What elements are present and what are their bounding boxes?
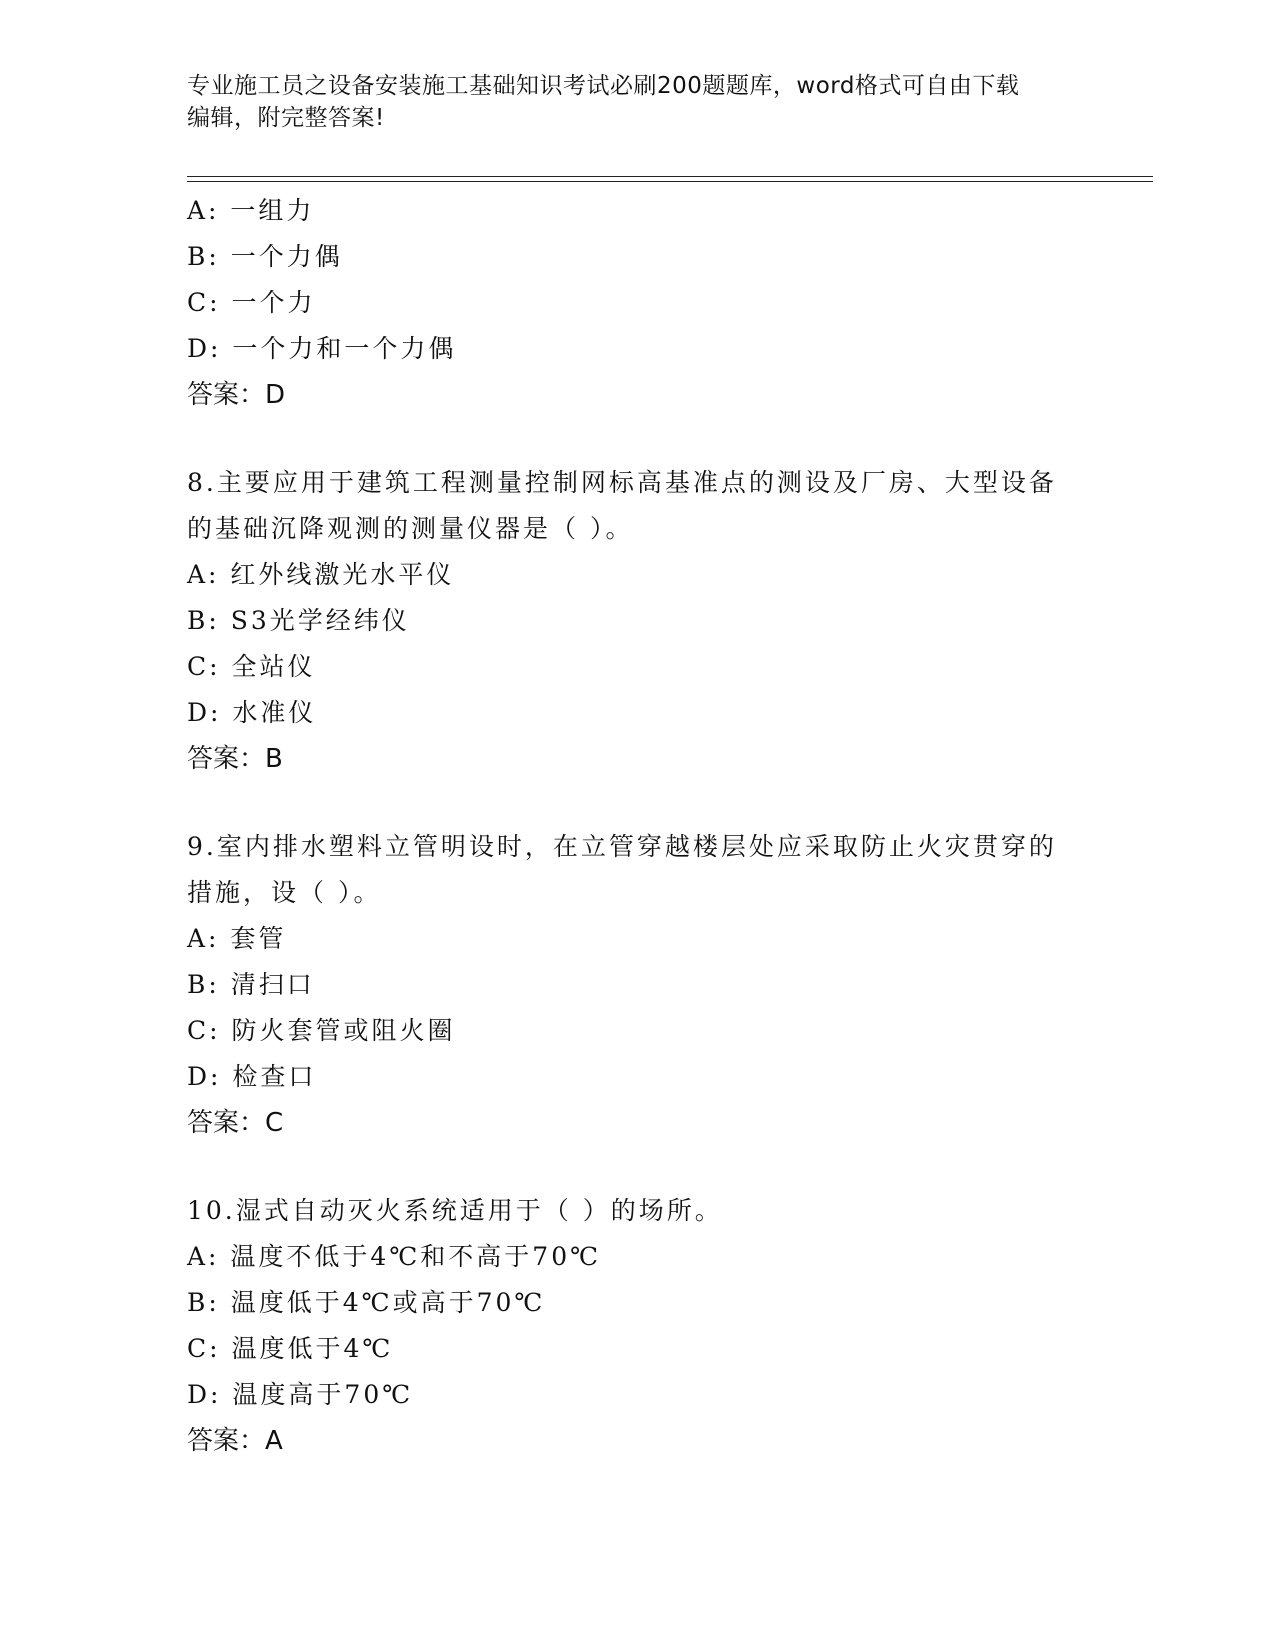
option-d: D: 检查口 bbox=[187, 1062, 317, 1091]
option-c: C: 全站仪 bbox=[187, 652, 316, 681]
option-d: D: 水准仪 bbox=[187, 698, 317, 727]
header-line-1: 专业施工员之设备安装施工基础知识考试必刷200题题库，word格式可自由下载 bbox=[187, 73, 1020, 99]
document-header bbox=[187, 70, 1087, 134]
option-b: B: 清扫口 bbox=[187, 970, 315, 999]
option-a: A: 套管 bbox=[187, 924, 287, 953]
option-c: C: 一个力 bbox=[187, 288, 316, 317]
question-block bbox=[187, 188, 1087, 418]
question-block bbox=[187, 824, 1087, 1146]
question-block bbox=[187, 460, 1087, 782]
question-stem: 8.主要应用于建筑工程测量控制网标高基准点的测设及厂房、大型设备的基础沉降观测的测量仪器是（ ）。 bbox=[187, 468, 1057, 543]
option-c: C: 防火套管或阻火圈 bbox=[187, 1016, 456, 1045]
question-stem: 10.湿式自动灭火系统适用于（ ）的场所。 bbox=[187, 1196, 723, 1225]
header-line-2: 编辑，附完整答案! bbox=[187, 105, 385, 131]
question-block bbox=[187, 1188, 1087, 1464]
question-list bbox=[187, 188, 1087, 1464]
option-a: A: 红外线激光水平仪 bbox=[187, 560, 455, 589]
option-b: B: S3光学经纬仪 bbox=[187, 606, 410, 635]
answer-text: 答案：C bbox=[187, 1108, 284, 1138]
header-divider-bottom bbox=[187, 181, 1153, 182]
option-d: D: 一个力和一个力偶 bbox=[187, 334, 457, 363]
option-a: A: 温度不低于4℃和不高于70℃ bbox=[187, 1242, 602, 1271]
option-b: B: 温度低于4℃或高于70℃ bbox=[187, 1288, 546, 1317]
option-b: B: 一个力偶 bbox=[187, 242, 343, 271]
header-divider-top bbox=[187, 176, 1153, 177]
answer-text: 答案：A bbox=[187, 1426, 283, 1456]
answer-text: 答案：D bbox=[187, 380, 286, 410]
option-c: C: 温度低于4℃ bbox=[187, 1334, 394, 1363]
question-stem: 9.室内排水塑料立管明设时，在立管穿越楼层处应采取防止火灾贯穿的措施，设（ ）。 bbox=[187, 832, 1057, 907]
option-a: A: 一组力 bbox=[187, 196, 315, 225]
answer-text: 答案：B bbox=[187, 744, 283, 774]
option-d: D: 温度高于70℃ bbox=[187, 1380, 414, 1409]
